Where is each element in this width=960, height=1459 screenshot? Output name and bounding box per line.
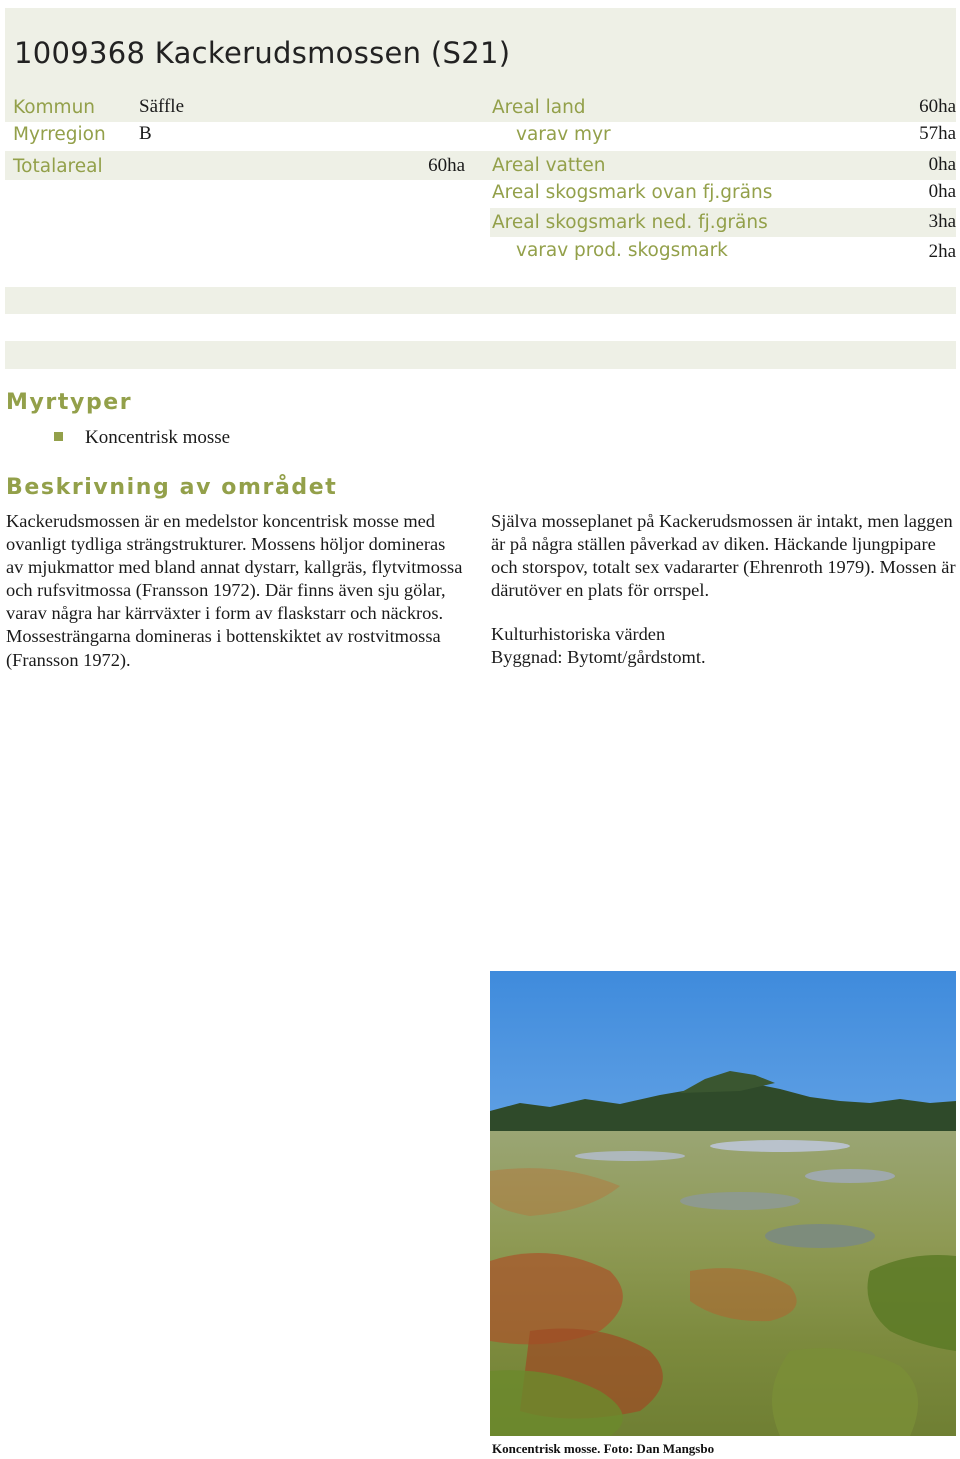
fact-value-skogsmark-ned: 3ha — [928, 211, 956, 232]
fact-label-varav-myr: varav myr — [516, 124, 611, 145]
fact-label-kommun: Kommun — [13, 97, 96, 118]
bog-photo — [490, 971, 956, 1436]
bullet-square-icon — [54, 432, 63, 441]
fact-label-totalareal: Totalareal — [13, 156, 103, 177]
page-title: 1009368 Kackerudsmossen (S21) — [14, 36, 511, 70]
fact-value-areal-land: 60ha — [919, 96, 956, 117]
fact-value-myrregion: B — [139, 123, 152, 144]
fact-value-totalareal: 60ha — [428, 155, 465, 176]
myrtyp-item: Koncentrisk mosse — [85, 427, 231, 448]
fact-value-varav-myr: 57ha — [919, 123, 956, 144]
description-left-column — [6, 510, 466, 672]
fact-label-skogsmark-ned: Areal skogsmark ned. fj.gräns — [492, 212, 768, 233]
fact-value-kommun: Säffle — [139, 96, 185, 117]
fact-value-prod-skogsmark: 2ha — [928, 241, 956, 262]
kultur-text: Byggnad: Bytomt/gårdstomt. — [491, 647, 706, 668]
empty-band-1 — [5, 287, 956, 314]
fact-label-skogsmark-ovan: Areal skogsmark ovan fj.gräns — [492, 182, 773, 203]
description-left-paragraph: Kackerudsmossen är en medelstor koncentrisk mosse med ovanligt tydliga strängstrukturer. Mossens höljor domineras av mjukmattor med bland annat dystarr, kallgräs, flytvitmossa och rufsvitmossa (Fransson 1972). Där finns även sju gölar, varav några har kärrväxter i form av flaskstarr och näckros. Mossesträngarna domineras i bottenskiktet av rostvitmossa (Fransson 1972). — [6, 511, 463, 670]
fact-label-myrregion: Myrregion — [13, 124, 106, 145]
fact-value-areal-vatten: 0ha — [928, 154, 956, 175]
fact-value-skogsmark-ovan: 0ha — [928, 181, 956, 202]
fact-label-prod-skogsmark: varav prod. skogsmark — [516, 240, 728, 261]
kultur-heading: Kulturhistoriska värden — [491, 624, 666, 645]
empty-band-2 — [5, 341, 956, 369]
fact-label-areal-vatten: Areal vatten — [492, 155, 606, 176]
fact-label-areal-land: Areal land — [492, 97, 586, 118]
myrtyper-heading: Myrtyper — [6, 390, 133, 415]
facts-row-band-3 — [5, 151, 956, 180]
beskrivning-heading: Beskrivning av området — [6, 475, 338, 500]
photo-caption: Koncentrisk mosse. Foto: Dan Mangsbo — [492, 1441, 715, 1456]
description-right-column — [491, 510, 956, 670]
description-right-paragraph: Själva mosseplanet på Kackerudsmossen är intakt, men laggen är på några ställen påverkad av diken. Häckande ljungpipare och storspov, totalt sex vadararter (Ehrenroth 1979). Mossen är därutöver en plats för orrspel. — [491, 511, 956, 601]
